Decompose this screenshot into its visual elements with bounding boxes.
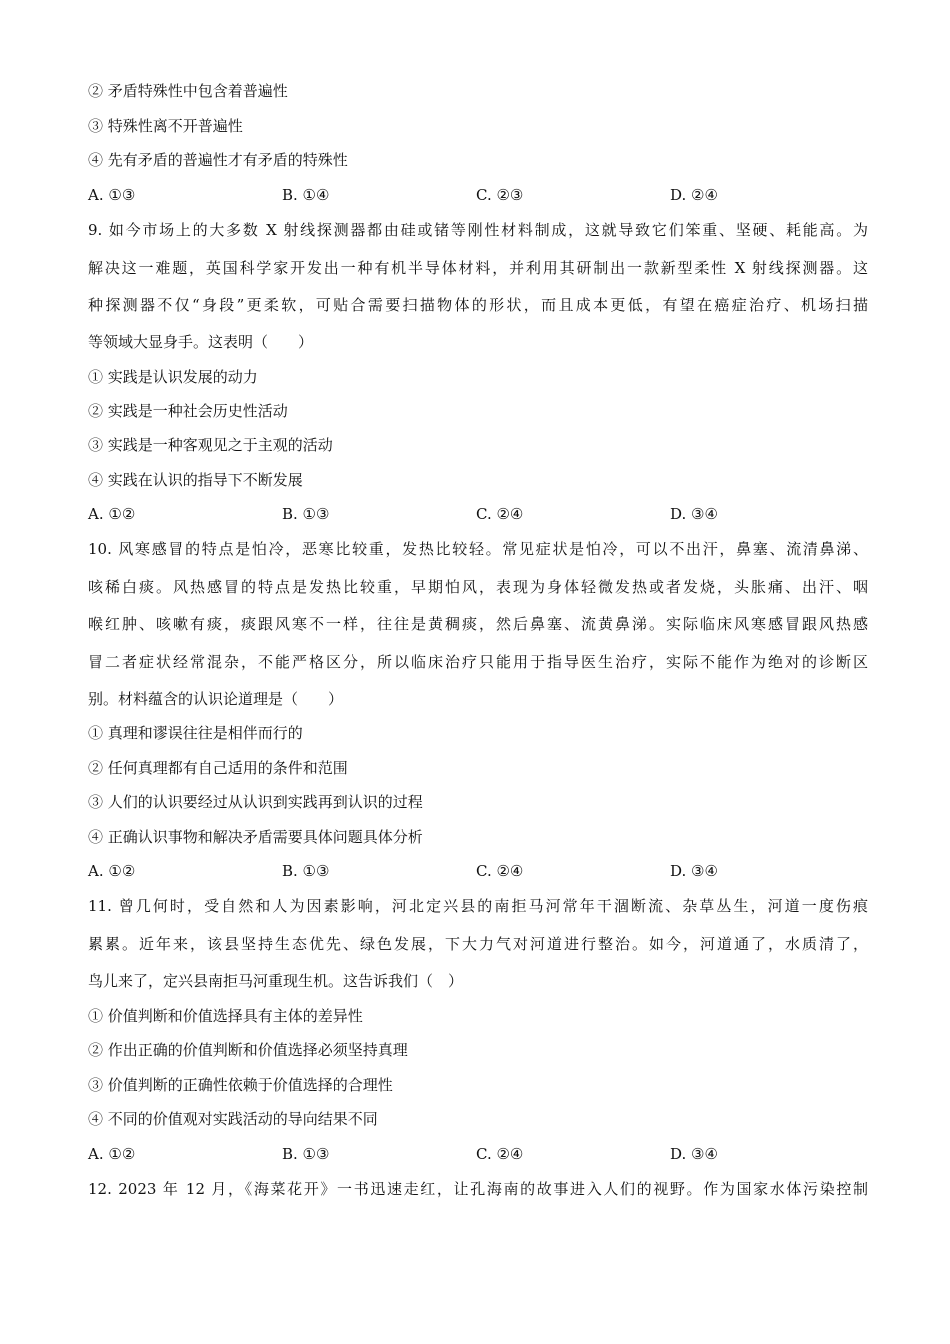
- question-10-stem-line: 10. 风寒感冒的特点是怕冷，恶寒比较重，发热比较轻。常见症状是怕冷，可以不出汗，鼻塞、流清鼻涕、: [88, 540, 868, 558]
- question-11-stem-line: 鸟儿来了，定兴县南拒马河重现生机。这告诉我们（ ）: [88, 972, 464, 990]
- question-10-stem-line: 咳稀白痰。风热感冒的特点是发热比较重，早期怕风，表现为身体轻微发热或者发烧，头胀痛、出汗、咽: [88, 578, 868, 596]
- statement-item: ① 价值判断和价值选择具有主体的差异性: [88, 1007, 363, 1025]
- option-b[interactable]: B. ①③: [282, 505, 330, 523]
- answer-options: [88, 1142, 868, 1166]
- option-b[interactable]: B. ①④: [282, 186, 330, 204]
- option-a[interactable]: A. ①③: [88, 186, 136, 204]
- statement-item: ④ 不同的价值观对实践活动的导向结果不同: [88, 1110, 378, 1128]
- statement-item: ② 作出正确的价值判断和价值选择必须坚持真理: [88, 1041, 408, 1059]
- question-10-stem-line: 喉红肿、咳嗽有痰，痰跟风寒不一样，往往是黄稠痰，然后鼻塞、流黄鼻涕。实际临床风寒感冒跟风热感: [88, 615, 868, 633]
- statement-item: ① 实践是认识发展的动力: [88, 368, 258, 386]
- statement-item: ④ 正确认识事物和解决矛盾需要具体问题具体分析: [88, 828, 423, 846]
- option-d[interactable]: D. ③④: [670, 862, 718, 880]
- statement-item: ④ 实践在认识的指导下不断发展: [88, 471, 303, 489]
- option-c[interactable]: C. ②③: [476, 186, 524, 204]
- option-a[interactable]: A. ①②: [88, 505, 136, 523]
- answer-options: [88, 502, 868, 526]
- answer-options: [88, 183, 868, 207]
- statement-item: ③ 实践是一种客观见之于主观的活动: [88, 436, 333, 454]
- question-11-stem-line: 累累。近年来，该县坚持生态优先、绿色发展，下大力气对河道进行整治。如今，河道通了，水质清了，: [88, 935, 868, 953]
- statement-item: ② 矛盾特殊性中包含着普遍性: [88, 82, 288, 100]
- question-9-stem-line: 等领域大显身手。这表明（ ）: [88, 333, 314, 351]
- option-d[interactable]: D. ③④: [670, 505, 718, 523]
- question-11-stem-line: 11. 曾几何时，受自然和人为因素影响，河北定兴县的南拒马河常年干涸断流、杂草丛生，河道一度伤痕: [88, 897, 868, 915]
- answer-options: [88, 859, 868, 883]
- option-d[interactable]: D. ③④: [670, 1145, 718, 1163]
- statement-item: ③ 特殊性离不开普遍性: [88, 117, 243, 135]
- statement-item: ③ 价值判断的正确性依赖于价值选择的合理性: [88, 1076, 393, 1094]
- question-10-stem-line: 冒二者症状经常混杂，不能严格区分，所以临床治疗只能用于指导医生治疗，实际不能作为绝对的诊断区: [88, 653, 868, 671]
- option-b[interactable]: B. ①③: [282, 1145, 330, 1163]
- question-12-stem-line: 12. 2023 年 12 月，《海菜花开》一书迅速走红，让孔海南的故事进入人们的视野。作为国家水体污染控制: [88, 1180, 868, 1198]
- question-9-stem-line: 解决这一难题，英国科学家开发出一种有机半导体材料，并利用其研制出一款新型柔性 X 射线探测器。这: [88, 259, 868, 277]
- statement-item: ② 任何真理都有自己适用的条件和范围: [88, 759, 348, 777]
- option-a[interactable]: A. ①②: [88, 862, 136, 880]
- question-9-stem-line: 9. 如今市场上的大多数 X 射线探测器都由硅或锗等刚性材料制成，这就导致它们笨重、坚硬、耗能高。为: [88, 221, 868, 239]
- statement-item: ① 真理和谬误往往是相伴而行的: [88, 724, 303, 742]
- question-10-stem-line: 别。材料蕴含的认识论道理是（ ）: [88, 690, 344, 708]
- statement-item: ④ 先有矛盾的普遍性才有矛盾的特殊性: [88, 151, 348, 169]
- option-c[interactable]: C. ②④: [476, 862, 524, 880]
- option-c[interactable]: C. ②④: [476, 1145, 524, 1163]
- option-b[interactable]: B. ①③: [282, 862, 330, 880]
- statement-item: ③ 人们的认识要经过从认识到实践再到认识的过程: [88, 793, 423, 811]
- option-a[interactable]: A. ①②: [88, 1145, 136, 1163]
- question-9-stem-line: 种探测器不仅“身段”更柔软，可贴合需要扫描物体的形状，而且成本更低，有望在癌症治疗、机场扫描: [88, 296, 868, 314]
- option-d[interactable]: D. ②④: [670, 186, 718, 204]
- option-c[interactable]: C. ②④: [476, 505, 524, 523]
- statement-item: ② 实践是一种社会历史性活动: [88, 402, 288, 420]
